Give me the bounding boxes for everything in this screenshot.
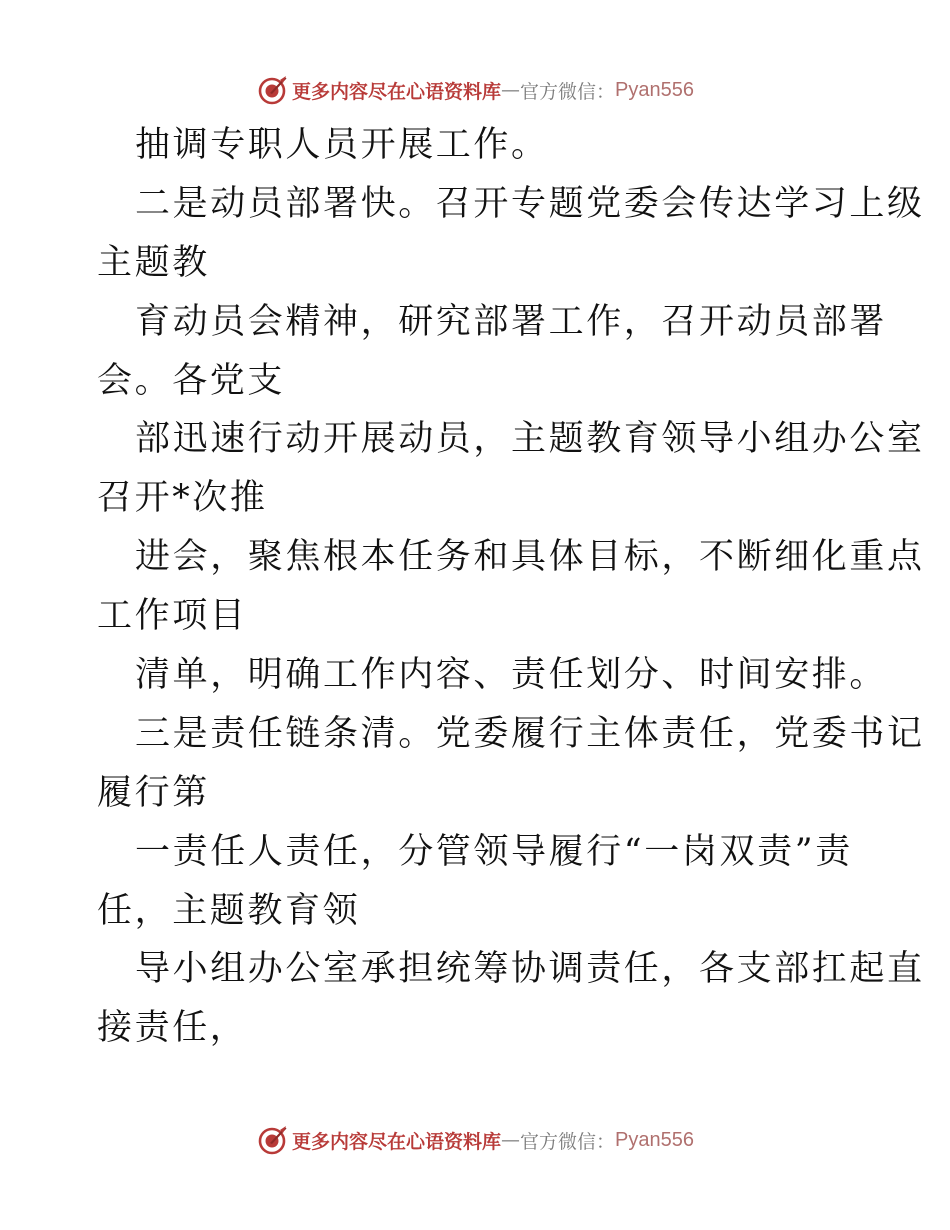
text-line: 召开*次推 <box>97 478 268 519</box>
text-line: 清单，明确工作内容、责任划分、时间安排。 <box>135 655 888 696</box>
text-line: 接责任， <box>97 1008 248 1049</box>
watermark-separator: — <box>501 1129 521 1151</box>
watermark-wechat-id: Pyan556 <box>615 78 694 101</box>
text-line: 三是责任链条清。党委履行主体责任，党委书记 <box>135 713 925 754</box>
watermark-wechat-label: 官方微信： <box>520 80 616 103</box>
text-line: 进会，聚焦根本任务和具体目标，不断细化重点 <box>135 537 925 578</box>
text-line: 工作项目 <box>97 596 248 637</box>
watermark-title: 更多内容尽在心语资料库 <box>292 1130 502 1153</box>
text-line: 任，主题教育领 <box>97 890 361 931</box>
text-line: 育动员会精神，研究部署工作，召开动员部署 <box>135 301 888 342</box>
text-line: 履行第 <box>97 772 210 813</box>
text-line: 部迅速行动开展动员，主题教育领导小组办公室 <box>135 419 925 460</box>
watermark-wechat-id: Pyan556 <box>615 1128 694 1151</box>
footer-watermark <box>0 1120 950 1160</box>
watermark-wechat-label: 官方微信： <box>520 1130 616 1153</box>
text-line: 主题教 <box>97 242 210 283</box>
header-watermark <box>0 70 950 110</box>
quill-logo-icon <box>256 1124 288 1156</box>
quill-logo-icon <box>256 74 288 106</box>
text-line: 导小组办公室承担统筹协调责任，各支部扛起直 <box>135 949 925 990</box>
text-line: 一责任人责任，分管领导履行“一岗双责”责 <box>135 831 853 872</box>
watermark-separator: — <box>501 79 521 101</box>
text-line: 抽调专职人员开展工作。 <box>135 125 549 165</box>
text-line: 二是动员部署快。召开专题党委会传达学习上级 <box>135 183 925 224</box>
document-body <box>97 116 925 1058</box>
text-line: 会。各党支 <box>97 360 286 401</box>
watermark-title: 更多内容尽在心语资料库 <box>292 80 502 103</box>
